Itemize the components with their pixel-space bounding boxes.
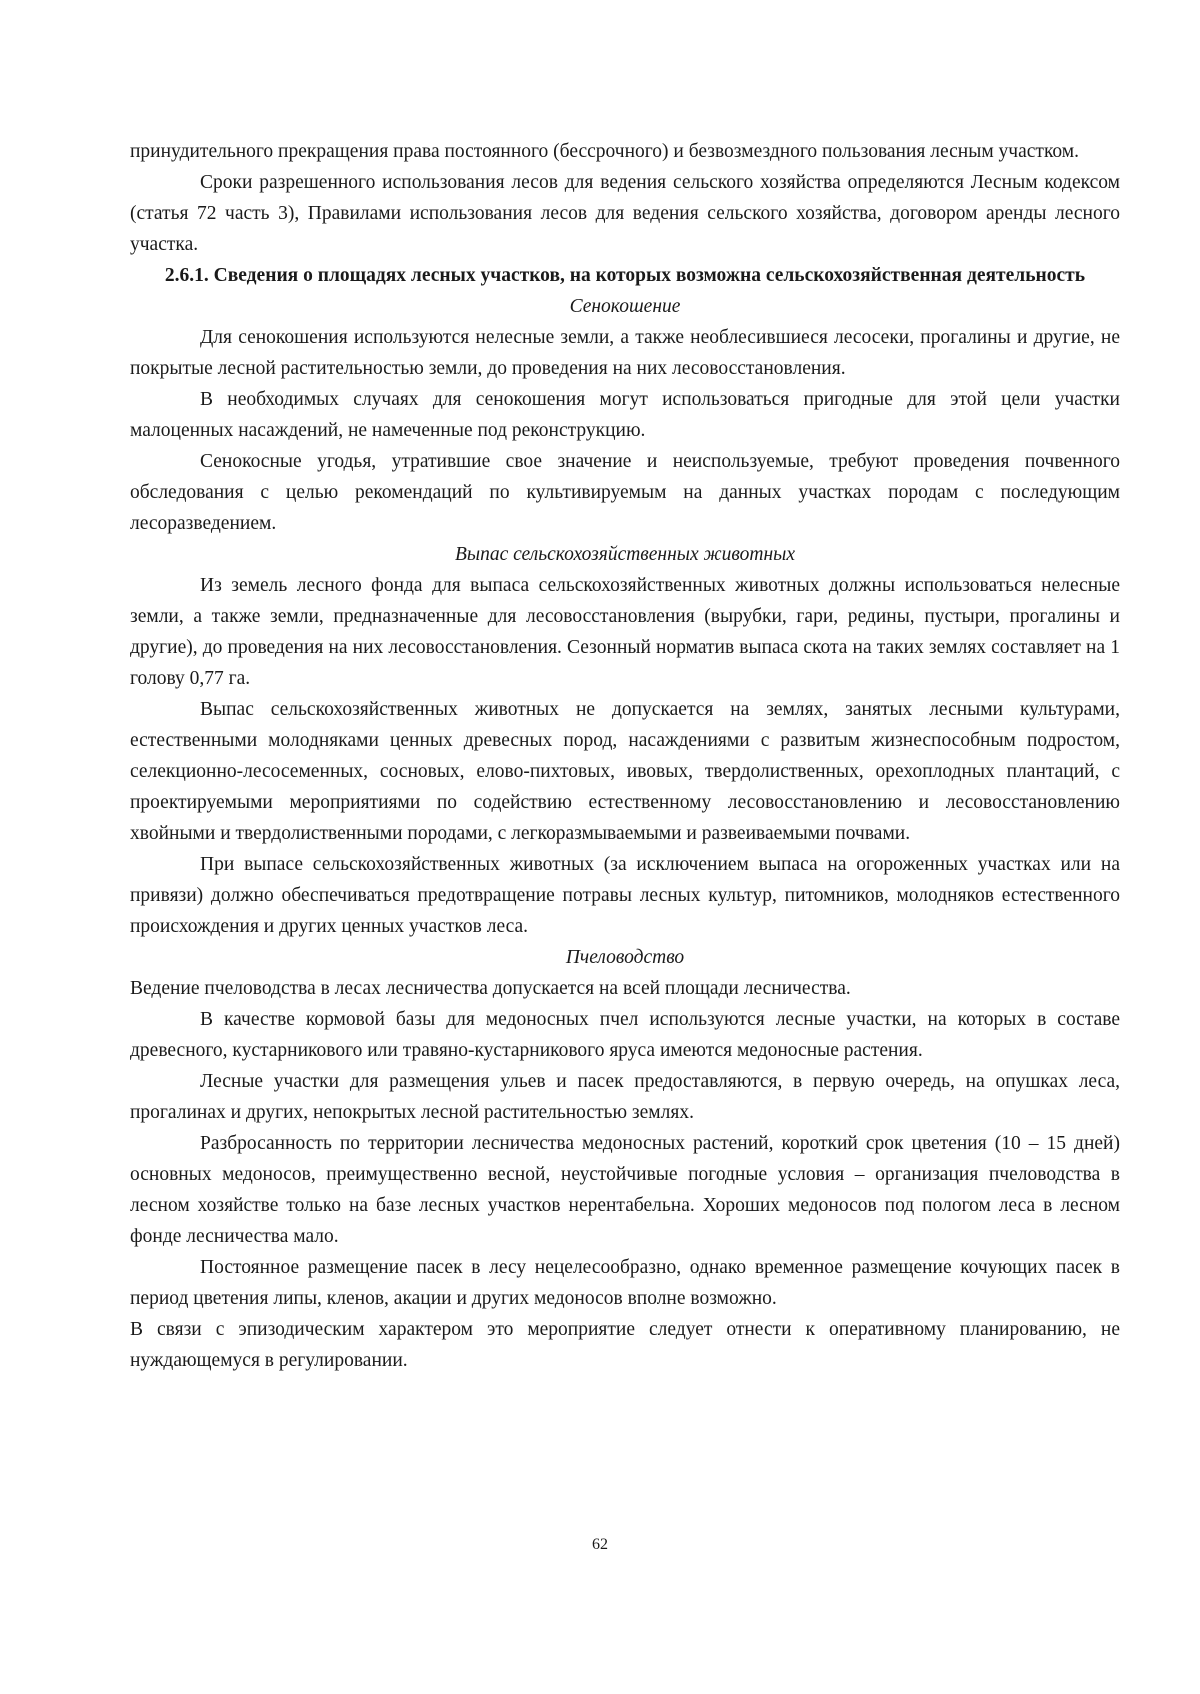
document-body [130, 136, 1120, 1376]
paragraph: Лесные участки для размещения ульев и пасек предоставляются, в первую очередь, на опушках леса, прогалинах и других, непокрытых лесной растительностью землях. [130, 1071, 1120, 1123]
paragraph: В качестве кормовой базы для медоносных пчел используются лесные участки, на которых в составе древесного, кустарникового или травяно-кустарникового яруса имеются медоносные растения. [130, 1009, 1120, 1061]
subheading-haymaking: Сенокошение [569, 296, 681, 317]
paragraph: В связи с эпизодическим характером это мероприятие следует отнести к оперативному планированию, не нуждающемуся в регулировании. [130, 1319, 1120, 1371]
paragraph: Выпас сельскохозяйственных животных не допускается на землях, занятых лесными культурами, естественными молодняками ценных древесных пород, насаждениями с развитым жизнеспособным подростом, селекционно-лесосеменных, сосновых, елово-пихтовых, ивовых, твердолиственных, орехоплодных плантаций, с проектируемыми мероприятиями по содействию естественному лесовосстановлению и лесовосстановлению хвойными и твердолиственными породами, с легкоразмываемыми и развеиваемыми почвами. [130, 699, 1120, 844]
paragraph: Для сенокошения используются нелесные земли, а также необлесившиеся лесосеки, прогалины и другие, не покрытые лесной растительностью земли, до проведения на них лесовосстановления. [130, 327, 1120, 379]
paragraph: Ведение пчеловодства в лесах лесничества допускается на всей площади лесничества. [130, 978, 851, 999]
paragraph: Сроки разрешенного использования лесов для ведения сельского хозяйства определяются Лесным кодексом (статья 72 часть 3), Правилами использования лесов для ведения сельского хозяйства, договором аренды лесного участка. [130, 172, 1120, 255]
section-heading: 2.6.1. Сведения о площадях лесных участков, на которых возможна сельскохозяйственная деятельность [164, 265, 1086, 286]
page-number: 62 [592, 1536, 608, 1553]
subheading-beekeeping: Пчеловодство [565, 947, 685, 968]
paragraph: В необходимых случаях для сенокошения могут использоваться пригодные для этой цели участки малоценных насаждений, не намеченные под реконструкцию. [130, 389, 1120, 441]
paragraph: Постоянное размещение пасек в лесу нецелесообразно, однако временное размещение кочующих пасек в период цветения липы, кленов, акации и других медоносов вполне возможно. [130, 1257, 1120, 1309]
paragraph: При выпасе сельскохозяйственных животных (за исключением выпаса на огороженных участках или на привязи) должно обеспечиваться предотвращение потравы лесных культур, питомников, молодняков естественного происхождения и других ценных участков леса. [130, 854, 1120, 937]
paragraph: принудительного прекращения права постоянного (бессрочного) и безвозмездного пользования лесным участком. [130, 141, 1080, 162]
subheading-grazing: Выпас сельскохозяйственных животных [455, 544, 795, 565]
paragraph: Разбросанность по территории лесничества медоносных растений, короткий срок цветения (10 – 15 дней) основных медоносов, преимущественно весной, неустойчивые погодные условия – организация пчеловодства в лесном хозяйстве только на базе лесных участков нерентабельна. Хороших медоносов под пологом леса в лесном фонде лесничества мало. [130, 1133, 1120, 1247]
paragraph: Из земель лесного фонда для выпаса сельскохозяйственных животных должны использоваться нелесные земли, а также земли, предназначенные для лесовосстановления (вырубки, гари, редины, пустыри, прогалины и другие), до проведения на них лесовосстановления. Сезонный норматив выпаса скота на таких землях составляет на 1 голову 0,77 га. [130, 575, 1120, 689]
paragraph: Сенокосные угодья, утратившие свое значение и неиспользуемые, требуют проведения почвенного обследования с целью рекомендаций по культивируемым на данных участках породам с последующим лесоразведением. [130, 451, 1120, 534]
